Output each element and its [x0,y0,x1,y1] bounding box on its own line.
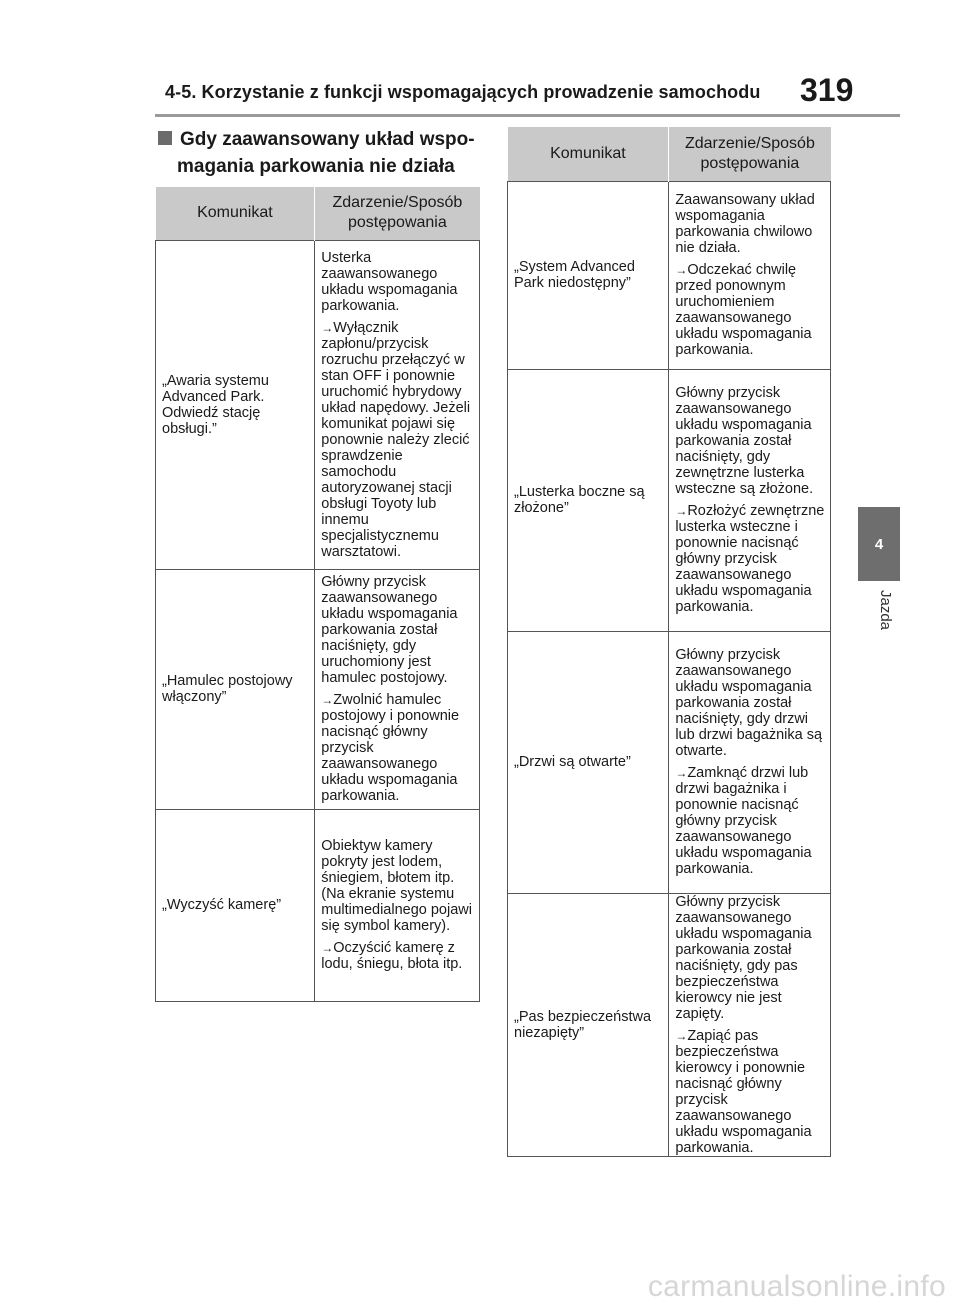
action-text: →Zwolnić hamulec postojowy i ponownie nacisnąć główny przycisk zaawansowanego układu wspomagania parkowania. [321,692,460,804]
message-cell: „Hamulec postojowy włączony” [156,569,315,809]
action-text: →Odczekać chwilę przed ponownym uruchomieniem zaawansowanego układu wspomagania parkowania. [675,262,812,358]
right-arrow-icon: → [675,504,688,518]
section-heading-line-2: magania parkowania nie działa [177,156,455,177]
action-text: →Zapiąć pas bezpieczeństwa kierowcy i ponownie nacisnąć główny przycisk zaawansowanego układu wspomagania parkowania. [675,1027,812,1156]
chapter-title: 4-5. Korzystanie z funkcji wspomagających prowadzenie samochodu [165,82,761,102]
message-cell: „Lusterka boczne są złożone” [508,369,669,631]
table-row [508,181,831,369]
column-header-message: Komunikat [508,127,669,181]
chapter-tab: 4 [858,507,900,581]
header-divider [155,114,900,117]
event-text: Główny przycisk zaawansowanego układu wspomagania parkowania został naciśnięty, gdy drzwi lub drzwi bagażnika są otwarte. [675,647,823,759]
right-arrow-icon: → [675,263,688,277]
event-text: Główny przycisk zaawansowanego układu wspomagania parkowania został naciśnięty, gdy zewnętrzne lusterka wsteczne są złożone. [675,385,814,497]
right-arrow-icon: → [675,1028,688,1043]
event-text: Usterka zaawansowanego układu wspomagania parkowania. [321,249,458,314]
column-header-message: Komunikat [156,187,315,240]
right-arrow-icon: → [675,766,688,780]
messages-table-right [507,127,831,1157]
column-header-action: Zdarzenie/Sposób postępowania [669,127,831,181]
action-cell [315,569,480,809]
right-arrow-icon: → [321,941,334,955]
page-number: 319 [800,72,854,108]
filled-square-icon [158,131,172,145]
message-cell: „Pas bezpieczeństwa niezapięty” [508,893,669,1156]
action-cell [669,181,831,369]
right-arrow-icon: → [321,693,334,707]
action-cell [669,631,831,893]
right-arrow-icon: → [321,320,334,335]
event-text: Główny przycisk zaawansowanego układu wspomagania parkowania został naciśnięty, gdy uruchomiony jest hamulec postojowy. [321,574,458,686]
table-row [508,369,831,631]
action-text: →Zamknąć drzwi lub drzwi bagażnika i ponownie nacisnąć główny przycisk zaawansowanego układu wspomagania parkowania. [675,765,812,877]
message-cell: „Drzwi są otwarte” [508,631,669,893]
message-cell: „Wyczyść kamerę” [156,809,315,1001]
action-text: →Rozłożyć zewnętrzne lusterka wsteczne i ponownie nacisnąć główny przycisk zaawansowanego układu wspomagania parkowania. [675,503,825,615]
table-header-row [508,127,831,181]
action-cell [669,893,831,1156]
table-row [156,240,480,569]
chapter-tab-label: Jazda [877,590,894,631]
action-cell [315,240,480,569]
section-heading [158,126,488,180]
event-text: Obiektyw kamery pokryty jest lodem, śniegiem, błotem itp. (Na ekranie systemu multimedialnego pojawi się symbol kamery). [321,838,472,934]
table-row [156,809,480,1001]
table-header-row [156,187,480,240]
message-cell: „Awaria systemu Advanced Park. Odwiedź stację obsługi.” [156,240,315,569]
table-row [508,631,831,893]
section-heading-line-1: Gdy zaawansowany układ wspo- [180,129,475,150]
message-cell: „System Advanced Park niedostępny” [508,181,669,369]
action-text: →Wyłącznik zapłonu/przycisk rozruchu przełączyć w stan OFF i ponownie uruchomić hybrydowy układ napędowy. Jeżeli komunikat pojawi się ponownie należy zlecić sprawdzenie samochodu autoryzowanej stacji obsługi Toyoty lub innemu specjalistycznemu warsztatowi. [321,319,471,560]
event-text: Zaawansowany układ wspomagania parkowania chwilowo nie działa. [675,192,815,256]
column-header-action: Zdarzenie/Sposób postępowania [315,187,480,240]
table-row [508,893,831,1156]
messages-table-left [155,187,480,1002]
action-cell [315,809,480,1001]
action-cell [669,369,831,631]
event-text: Główny przycisk zaawansowanego układu wspomagania parkowania został naciśnięty, gdy pas bezpieczeństwa kierowcy nie jest zapięty. [675,893,812,1022]
watermark: carmanualsonline.info [647,1270,946,1303]
action-text: →Oczyścić kamerę z lodu, śniegu, błota itp. [321,940,463,972]
table-row [156,569,480,809]
